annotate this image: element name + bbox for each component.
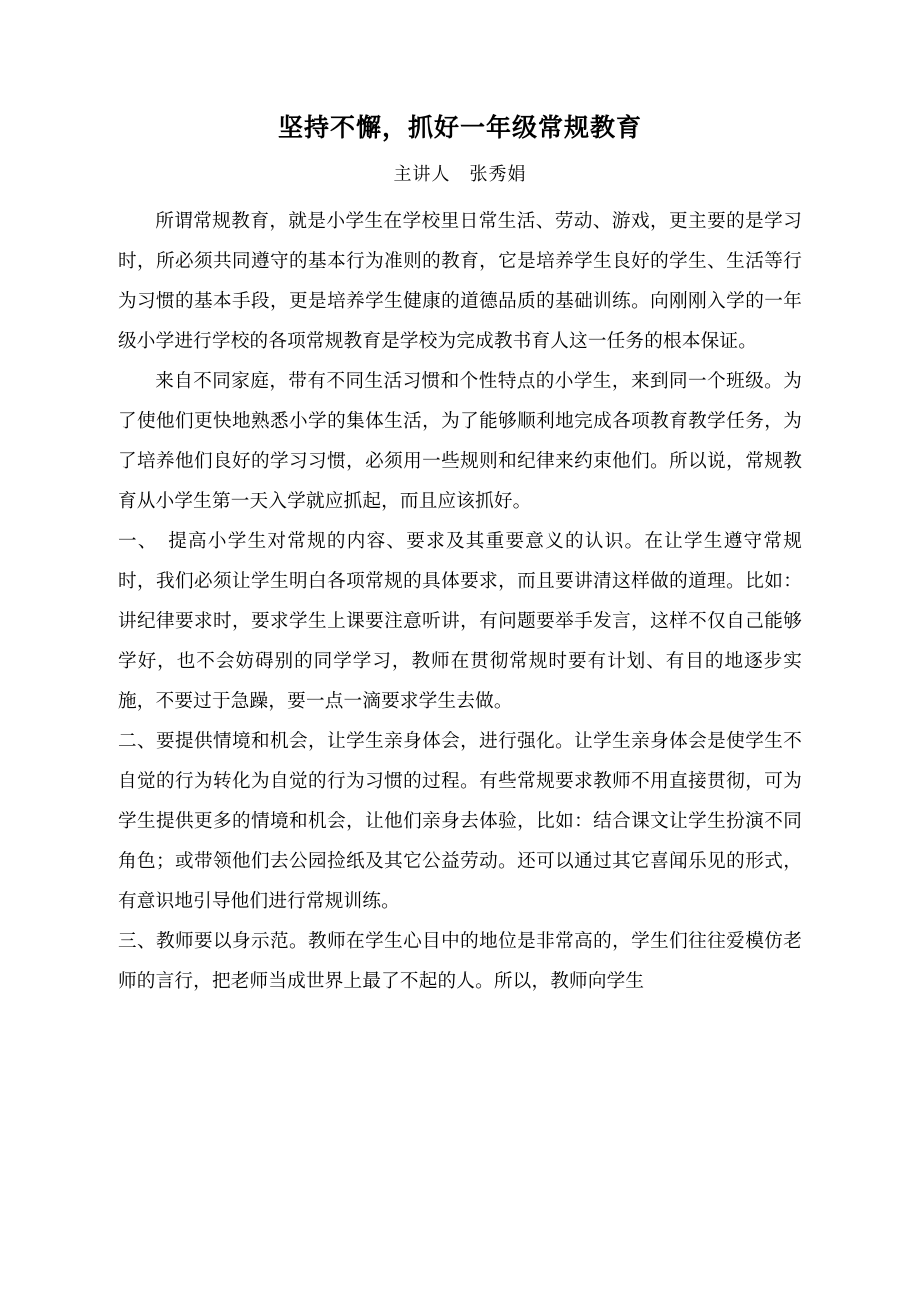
body-paragraph-3: 一、 提高小学生对常规的内容、要求及其重要意义的认识。在让学生遵守常规时，我们必须让学生明白各项常规的具体要求，而且要讲清这样做的道理。比如：讲纪律要求时，要求学生上课要注意听讲，有问题要举手发言，这样不仅自己能够学好，也不会妨碍别的同学学习，教师在贯彻常规时要有计划、有目的地逐步实施，不要过于急躁，要一点一滴要求学生去做。 [118,531,802,712]
body-paragraph-4: 二、要提供情境和机会，让学生亲身体会，进行强化。让学生亲身体会是使学生不自觉的行为转化为自觉的行为习惯的过程。有些常规要求教师不用直接贯彻，可为学生提供更多的情境和机会，让他们亲身去体验，比如：结合课文让学生扮演不同角色；或带领他们去公园捡纸及其它公益劳动。还可以通过其它喜闻乐见的形式，有意识地引导他们进行常规训练。 [118,731,802,912]
body-paragraph-2: 来自不同家庭，带有不同生活习惯和个性特点的小学生，来到同一个班级。为了使他们更快地熟悉小学的集体生活，为了能够顺利地完成各项教育教学任务，为了培养他们良好的学习习惯，必须用一些规则和纪律来约束他们。所以说，常规教育从小学生第一天入学就应抓起，而且应该抓好。 [118,371,802,512]
presenter-line: 主讲人 张秀娟 [393,164,527,185]
body-paragraph-5: 三、教师要以身示范。教师在学生心目中的地位是非常高的，学生们往往爱模仿老师的言行，把老师当成世界上最了不起的人。所以，教师向学生 [118,931,802,992]
body-paragraph-1: 所谓常规教育，就是小学生在学校里日常生活、劳动、游戏，更主要的是学习时，所必须共同遵守的基本行为准则的教育，它是培养学生良好的学生、生活等行为习惯的基本手段，更是培养学生健康的道德品质的基础训练。向刚刚入学的一年级小学进行学校的各项常规教育是学校为完成教书育人这一任务的根本保证。 [118,211,802,352]
page-title: 坚持不懈，抓好一年级常规教育 [277,113,642,142]
